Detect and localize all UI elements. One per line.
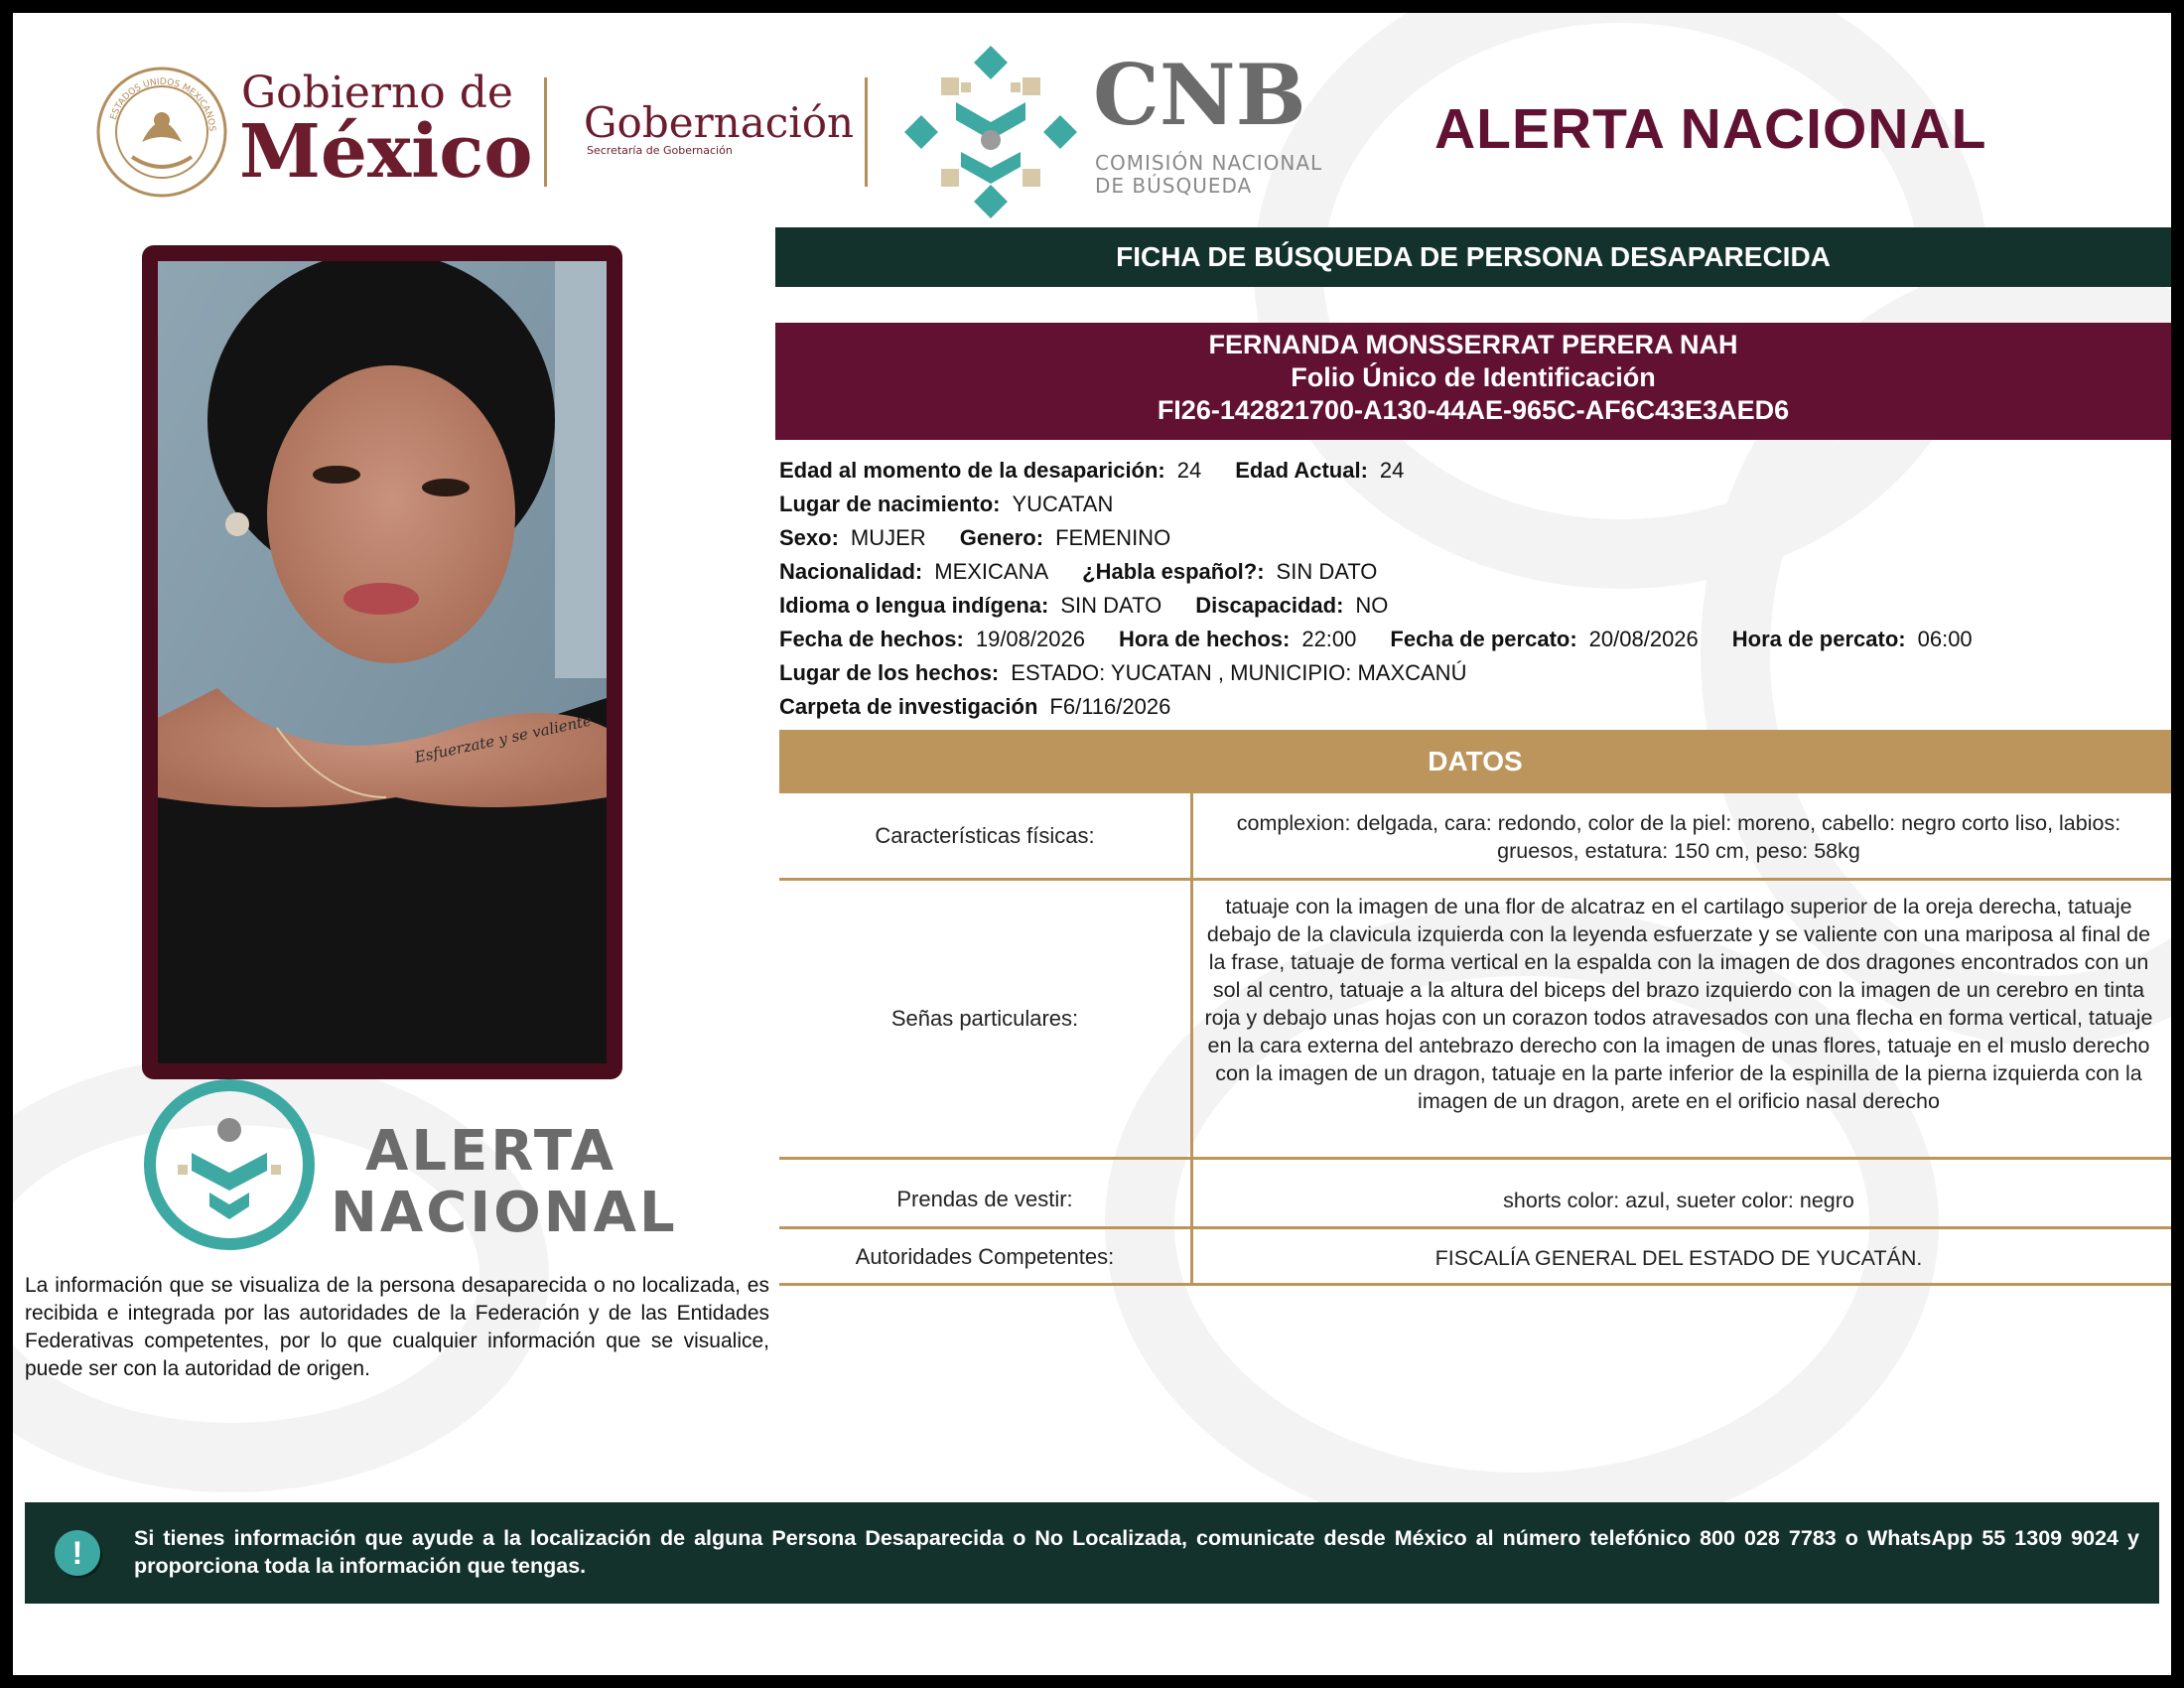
info-line-carpeta: [779, 694, 1204, 720]
mexico-seal-logo: [92, 63, 231, 202]
svg-text:ESTADOS UNIDOS MEXICANOS: ESTADOS UNIDOS MEXICANOS: [108, 76, 217, 132]
info-line-sexo: [779, 525, 1204, 551]
photo-frame: [142, 245, 622, 1079]
idioma-label: Idioma o lengua indígena:: [779, 593, 1049, 618]
carpeta-value: F6/116/2026: [1049, 694, 1171, 719]
lugar-nacimiento-value: YUCATAN: [1012, 492, 1114, 516]
disclaimer-text: La información que se visualiza de la persona desaparecida o no localizada, es recibida e integrada por las autoridades de la Federación y de las Entidades Federativas competentes, por lo que cualquier información que se visualice, puede ser con la autoridad de origen.: [25, 1274, 769, 1380]
cnb-text: CNB: [1093, 46, 1306, 144]
svg-text:Esfuerzate y se valiente: Esfuerzate y se valiente: [413, 711, 594, 767]
info-line-nacionalidad: [779, 559, 1411, 585]
cnb-logo-icon: [901, 43, 1080, 221]
lugar-nacimiento-label: Lugar de nacimiento:: [779, 492, 1001, 516]
nacionalidad-value: MEXICANA: [934, 559, 1049, 584]
caracteristicas-value: complexion: delgada, cara: redondo, color de la piel: moreno, cabello: negro corto liso, labios: gruesos, estatura: 150 cm, peso: 58kg: [1236, 811, 2121, 863]
cnb-subtitle-1: COMISIÓN NACIONAL: [1095, 151, 1323, 175]
alerta-nacional-title: ALERTA NACIONAL: [1434, 97, 1987, 161]
table-row-divider: [779, 878, 2171, 881]
discapacidad-value: NO: [1355, 593, 1389, 618]
lugar-hechos-label: Lugar de los hechos:: [779, 660, 1000, 685]
folio-number: FI26-142821700-A130-44AE-965C-AF6C43E3AED6: [1157, 395, 1790, 425]
hora-hechos-label: Hora de hechos:: [1118, 627, 1291, 651]
alerta-logo-word-2: NACIONAL: [331, 1181, 678, 1245]
person-photo: [158, 261, 607, 1063]
datos-header: DATOS: [779, 730, 2171, 793]
info-line-lugar-hechos: [779, 660, 1500, 686]
gobernacion-subtitle: Secretaría de Gobernación: [587, 144, 733, 157]
gobernacion-text: Gobernación: [584, 98, 855, 147]
nacionalidad-label: Nacionalidad:: [779, 559, 923, 584]
edad-actual-label: Edad Actual:: [1235, 458, 1368, 483]
habla-espanol-label: ¿Habla español?:: [1082, 559, 1265, 584]
edad-actual-value: 24: [1379, 458, 1405, 483]
alert-sheet: [13, 13, 2171, 1675]
habla-espanol-value: SIN DATO: [1276, 559, 1378, 584]
genero-value: FEMENINO: [1055, 525, 1171, 550]
hora-percato-label: Hora de percato:: [1731, 627, 1906, 651]
sexo-value: MUJER: [850, 525, 926, 550]
ficha-title-bar: FICHA DE BÚSQUEDA DE PERSONA DESAPARECIDA: [775, 227, 2171, 287]
prendas-value: shorts color: azul, sueter color: negro: [1503, 1189, 1854, 1212]
lugar-hechos-value: ESTADO: YUCATAN , MUNICIPIO: MAXCANÚ: [1011, 660, 1467, 685]
autoridades-value: FISCALÍA GENERAL DEL ESTADO DE YUCATÁN.: [1434, 1246, 1923, 1270]
sexo-label: Sexo:: [779, 525, 839, 550]
info-line-idioma: [779, 593, 1422, 619]
table-row-divider: [779, 1157, 2171, 1160]
senas-label: Señas particulares:: [890, 1006, 1079, 1031]
mexico-text: México: [239, 109, 533, 195]
person-name: FERNANDA MONSSERRAT PERERA NAH: [1208, 330, 1738, 359]
table-row-divider: [779, 1283, 2171, 1286]
footer-contact-bar: [25, 1502, 2159, 1604]
info-line-nacimiento: [779, 492, 1147, 517]
folio-label: Folio Único de Identificación: [1291, 362, 1656, 392]
exclamation-icon: !: [55, 1530, 100, 1576]
info-line-edad: [779, 458, 1437, 484]
header-divider: [865, 77, 868, 187]
alerta-nacional-logo-icon: [140, 1075, 319, 1254]
footer-contact-text: Si tienes información que ayude a la localización de alguna Persona Desaparecida o No Localizada, comunicate desde México al número telefónico 800 028 7783 o WhatsApp 55 1309 9024 y proporciona toda la información que tengas.: [134, 1526, 2139, 1578]
info-line-fechas: [779, 627, 2006, 652]
prendas-label: Prendas de vestir:: [896, 1187, 1073, 1211]
table-row-divider: [779, 1226, 2171, 1229]
carpeta-label: Carpeta de investigación: [779, 694, 1038, 719]
alerta-logo-word-1: ALERTA: [365, 1119, 617, 1184]
genero-label: Genero:: [959, 525, 1044, 550]
hora-percato-value: 06:00: [1917, 627, 1973, 651]
discapacidad-label: Discapacidad:: [1195, 593, 1344, 618]
header-divider: [544, 77, 547, 187]
cnb-subtitle-2: DE BÚSQUEDA: [1095, 174, 1253, 198]
fecha-percato-value: 20/08/2026: [1588, 627, 1699, 651]
edad-desaparicion-label: Edad al momento de la desaparición:: [779, 458, 1165, 483]
table-column-divider: [1190, 793, 1193, 1286]
person-name-banner: [775, 323, 2171, 440]
senas-value: tatuaje con la imagen de una flor de alcatraz en el cartilago superior de la oreja derecha, tatuaje debajo de la clavicula izquierda con la leyenda esfuerzate y se valiente con una mariposa al final de la frase, tatuaje de forma vertical en la espalda con la imagen de dos dragones encontrados con un sol al centro, tatuaje a la altura del biceps del brazo izquierdo con la imagen de un cerebro en tinta roja y debajo unas hojas con un corazon todos atravesados con una flecha en forma vertical, tatuaje en la cara externa del antebrazo derecho con la imagen de unas flores, tatuaje en el muslo derecho con la imagen de un dragon, tatuaje en la parte inferior de la espinilla de la pierna izquierda con la imagen de un dragon, arete en el orificio nasal derecho: [1204, 895, 2153, 1113]
fecha-hechos-label: Fecha de hechos:: [779, 627, 964, 651]
edad-desaparicion-value: 24: [1176, 458, 1202, 483]
fecha-percato-label: Fecha de percato:: [1390, 627, 1577, 651]
autoridades-label: Autoridades Competentes:: [855, 1244, 1115, 1269]
hora-hechos-value: 22:00: [1301, 627, 1357, 651]
idioma-value: SIN DATO: [1060, 593, 1162, 618]
gobierno-de-text: Gobierno de: [241, 68, 513, 118]
caracteristicas-label: Características físicas:: [875, 823, 1095, 848]
fecha-hechos-value: 19/08/2026: [975, 627, 1085, 651]
